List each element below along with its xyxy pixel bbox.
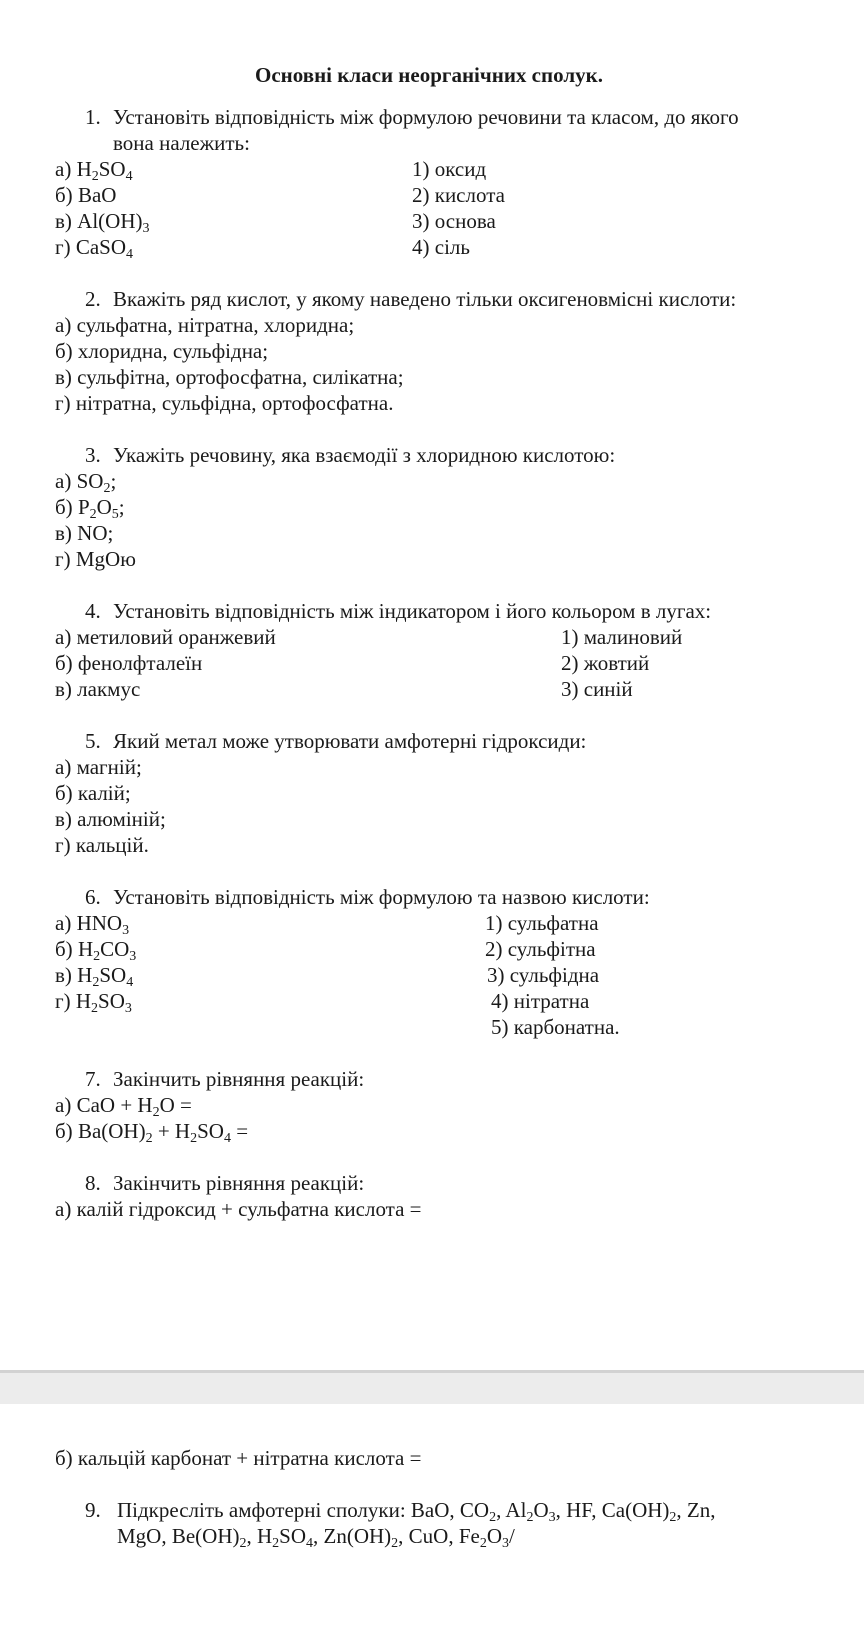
- q6-left-item: в) $H_2SO_4$: [55, 963, 134, 990]
- q2-option: в) сульфітна, ортофосфатна, силікатна;: [55, 365, 404, 389]
- q1-left-item: г) CaSO$_4$: [55, 235, 134, 262]
- q1-left-item: б) BaO: [55, 183, 117, 207]
- page-separator: [0, 1370, 864, 1404]
- q4-right-item: 1) малиновий: [561, 625, 683, 649]
- q3-number: 3.: [85, 443, 101, 467]
- q4-left-item: б) фенолфталеїн: [55, 651, 203, 675]
- q2-text: Вкажіть ряд кислот, у якому наведено тільки оксигеновмісні кислоти:: [113, 287, 737, 311]
- q6-right-item: 1) сульфатна: [485, 911, 599, 935]
- q3-option: г) MgOю: [55, 547, 136, 571]
- q8-text: Закінчить рівняння реакцій:: [113, 1171, 365, 1195]
- q1-text-cont: вона належить:: [113, 131, 250, 155]
- document-page-2: [0, 1404, 864, 1631]
- q4-right-item: 2) жовтий: [561, 651, 650, 675]
- q5-number: 5.: [85, 729, 101, 753]
- q6-number: 6.: [85, 885, 101, 909]
- q8-option-a: а) калій гідроксид + сульфатна кислота =: [55, 1197, 422, 1221]
- q2-option: г) нітратна, сульфідна, ортофосфатна.: [55, 391, 394, 415]
- q7-text: Закінчить рівняння реакцій:: [113, 1067, 365, 1091]
- q6-text: Установіть відповідність між формулою та назвою кислоти:: [113, 885, 650, 909]
- q4-number: 4.: [85, 599, 101, 623]
- q3-option: в) NO;: [55, 521, 114, 545]
- q1-right-item: 1) оксид: [412, 157, 487, 181]
- q1-right-item: 4) сіль: [412, 235, 470, 259]
- q1-left-item: в) $Al(OH)_3$: [55, 209, 150, 236]
- q6-right-item: 3) сульфідна: [487, 963, 600, 987]
- q4-left-item: в) лакмус: [55, 677, 141, 701]
- q3-text: Укажіть речовину, яка взаємодії з хлоридною кислотою:: [113, 443, 616, 467]
- q5-option: б) калій;: [55, 781, 131, 805]
- q2-option: б) хлоридна, сульфідна;: [55, 339, 269, 363]
- q4-right-item: 3) синій: [561, 677, 633, 701]
- q4-text: Установіть відповідність між індикатором і його кольором в лугах:: [113, 599, 712, 623]
- q1-right-item: 3) основа: [412, 209, 496, 233]
- q6-left-item: а) $HNO_3$: [55, 911, 130, 938]
- q6-left-item: б) $H_2CO_3$: [55, 937, 137, 964]
- q5-option: г) кальцій.: [55, 833, 149, 857]
- q3-option: б) $P_2O_5$;: [55, 495, 125, 522]
- q5-option: в) алюміній;: [55, 807, 166, 831]
- q5-text: Який метал може утворювати амфотерні гідроксиди:: [113, 729, 587, 753]
- q6-right-item: 2) сульфітна: [485, 937, 596, 961]
- q9-number: 9.: [85, 1498, 101, 1522]
- q6-right-item: 5) карбонатна.: [491, 1015, 620, 1039]
- q8-number: 8.: [85, 1171, 101, 1195]
- q1-right-item: 2) кислота: [412, 183, 505, 207]
- q7-equation: б) $Ba(OH)_2 + H_2SO_4$ =: [55, 1119, 249, 1146]
- q6-right-item: 4) нітратна: [491, 989, 590, 1013]
- q9-line: Підкресліть амфотерні сполуки: BaO, $CO_2$, $Al_2O_3$, HF, $Ca(OH)_2$, Zn,: [117, 1498, 716, 1525]
- q4-left-item: а) метиловий оранжевий: [55, 625, 276, 649]
- q7-number: 7.: [85, 1067, 101, 1091]
- q7-equation: а) CaO + $H_2O$ =: [55, 1093, 192, 1120]
- q1-text: Установіть відповідність між формулою речовини та класом, до якого: [113, 105, 739, 129]
- q3-option: а) $SO_2$;: [55, 469, 117, 496]
- q9-line: MgO, $Be(OH)_2$, $H_2SO_4$, $Zn(OH)_2$, CuO, $Fe_2O_3/$: [117, 1524, 515, 1551]
- q5-option: а) магній;: [55, 755, 142, 779]
- q1-number: 1.: [85, 105, 101, 129]
- q2-number: 2.: [85, 287, 101, 311]
- q1-left-item: а) $H_2SO_4$: [55, 157, 133, 184]
- q6-left-item: г) $H_2SO_3$: [55, 989, 132, 1016]
- document-title: Основні класи неорганічних сполук.: [255, 63, 603, 87]
- q2-option: а) сульфатна, нітратна, хлоридна;: [55, 313, 355, 337]
- q8-option-b: б) кальцій карбонат + нітратна кислота =: [55, 1446, 422, 1470]
